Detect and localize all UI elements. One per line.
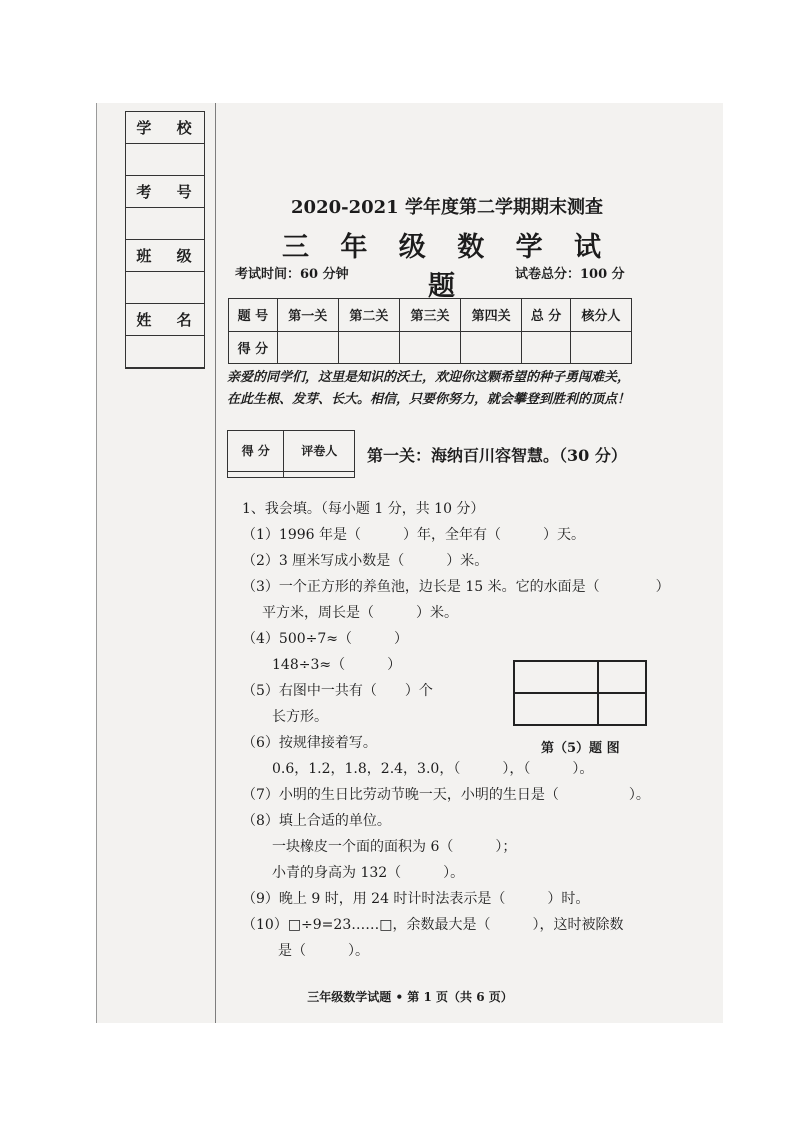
page-footer: 三年级数学试题 • 第 1 页（共 6 页）	[307, 990, 513, 1004]
score-cell	[522, 331, 571, 364]
question-1: （1）1996 年是（ ）年，全年有（ ）天。	[242, 527, 585, 543]
score-cell	[570, 331, 631, 364]
score-col-level3: 第三关	[399, 299, 460, 332]
exam-paper	[96, 103, 723, 1023]
exam-time: 考试时间：60 分钟	[235, 267, 349, 282]
label-name: 姓 名	[126, 304, 204, 336]
question-10-continued: 是（ ）。	[278, 943, 369, 959]
question-8: （8）填上合适的单位。	[242, 813, 391, 829]
score-table-header-row	[229, 299, 632, 332]
figure-horizontal-line	[515, 692, 645, 694]
grader-table	[227, 430, 355, 478]
intro-text: 亲爱的同学们，这里是知识的沃土，欢迎你这颗希望的种子勇闯难关，在此生根、发芽、长大。相信，只要你努力，就会攀登到胜利的顶点！	[227, 370, 631, 407]
total-score: 试卷总分：100 分	[515, 267, 625, 282]
label-class: 班 级	[126, 240, 204, 272]
question-6: （6）按规律接着写。	[242, 735, 377, 751]
binding-fold-line	[215, 103, 216, 1023]
question-5-continued: 长方形。	[272, 709, 328, 725]
score-cell	[277, 331, 338, 364]
score-col-level1: 第一关	[277, 299, 338, 332]
exam-title: 2020-2021 学年度第二学期期末测查	[291, 197, 603, 218]
field-class	[126, 272, 204, 304]
score-col-label: 题 号	[229, 299, 278, 332]
question-7: （7）小明的生日比劳动节晚一天，小明的生日是（ ）。	[242, 787, 650, 803]
grader-score-label: 得 分	[228, 431, 284, 472]
rectangle-figure	[513, 660, 647, 726]
question-10: （10）□÷9=23……□，余数最大是（ ），这时被除数	[242, 917, 624, 933]
score-col-checker: 核分人	[570, 299, 631, 332]
question-8a: 一块橡皮一个面的面积为 6（ ）；	[272, 839, 517, 855]
grader-name-label: 评卷人	[284, 431, 355, 472]
field-school	[126, 144, 204, 176]
student-info-column	[125, 111, 205, 369]
score-cell	[399, 331, 460, 364]
score-cell	[338, 331, 399, 364]
question-9: （9）晚上 9 时，用 24 时计时法表示是（ ）时。	[242, 891, 590, 907]
score-row-label: 得 分	[229, 331, 278, 364]
grader-name-cell	[284, 471, 355, 477]
score-col-level4: 第四关	[461, 299, 522, 332]
question-heading: 1、我会填。（每小题 1 分，共 10 分）	[242, 501, 485, 517]
score-table	[228, 298, 632, 364]
score-col-level2: 第二关	[338, 299, 399, 332]
label-exam-number: 考 号	[126, 176, 204, 208]
label-school: 学 校	[126, 112, 204, 144]
question-4a: （4）500÷7≈（ ）	[242, 631, 408, 647]
score-col-total: 总 分	[522, 299, 571, 332]
field-name	[126, 336, 204, 368]
question-4b: 148÷3≈（ ）	[272, 657, 402, 673]
score-cell	[461, 331, 522, 364]
grader-score-cell	[228, 471, 284, 477]
question-5: （5）右图中一共有（ ）个	[242, 683, 433, 699]
figure-caption: 第（5）题 图	[541, 741, 620, 756]
section-title: 第一关：海纳百川容智慧。（30 分）	[367, 446, 627, 465]
question-2: （2）3 厘米写成小数是（ ）米。	[242, 553, 489, 569]
question-8b: 小青的身高为 132（ ）。	[272, 865, 465, 881]
field-exam-number	[126, 208, 204, 240]
question-6-sequence: 0.6，1.2，1.8，2.4，3.0，（ ），（ ）。	[272, 761, 594, 777]
question-3-continued: 平方米，周长是（ ）米。	[262, 605, 458, 621]
question-3: （3）一个正方形的养鱼池，边长是 15 米。它的水面是（ ）	[242, 579, 670, 595]
exam-subject: 三 年 级 数 学 试 题	[282, 232, 612, 302]
score-table-score-row	[229, 331, 632, 364]
